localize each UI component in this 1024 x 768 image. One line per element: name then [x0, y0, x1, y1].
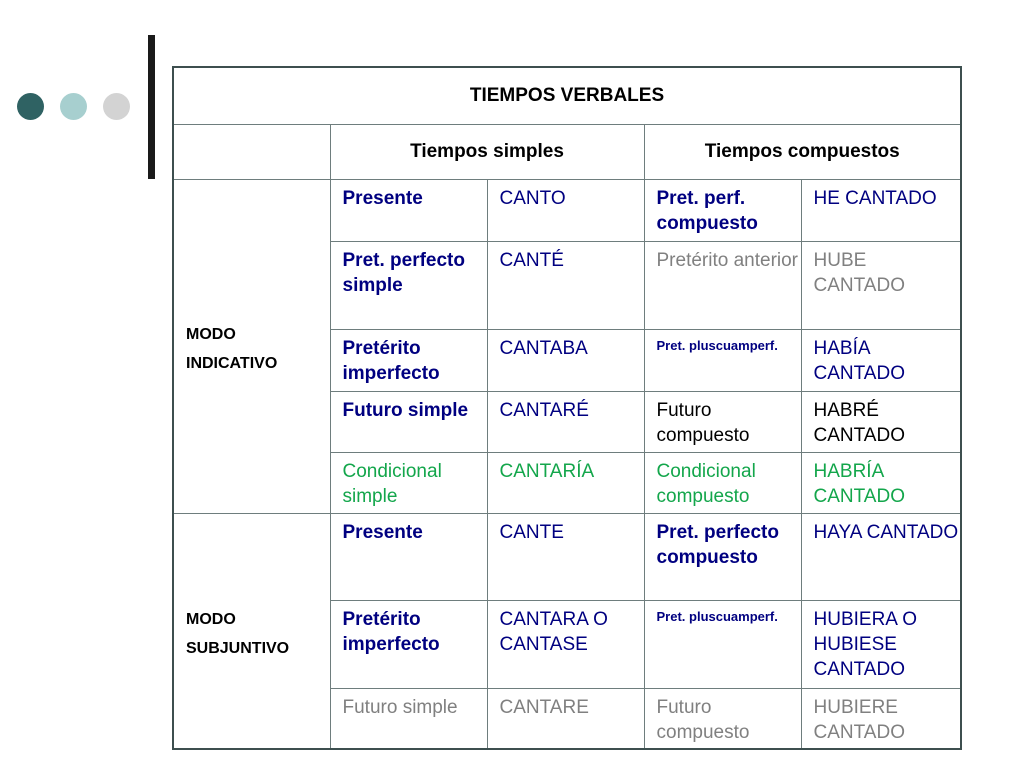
- table-row: [173, 513, 961, 600]
- header-tiempos-simples: Tiempos simples: [330, 124, 644, 179]
- modo-subjuntivo-label: [173, 513, 330, 749]
- title-row: [173, 67, 961, 124]
- tense-form: CANTARA O CANTASE: [487, 600, 644, 688]
- tense-name: Condicional simple: [330, 452, 487, 513]
- tense-name: Pret. pluscuamperf.: [644, 600, 801, 688]
- header-row: [173, 124, 961, 179]
- decor-dot-teal: [60, 93, 87, 120]
- tense-form: CANTABA: [487, 329, 644, 391]
- tense-name: Futuro compuesto: [644, 391, 801, 452]
- tense-form: HUBIERA O HUBIESE CANTADO: [801, 600, 961, 688]
- decor-vertical-bar: [148, 35, 155, 179]
- table-row: [173, 179, 961, 241]
- tense-name: Pret. perf. compuesto: [644, 179, 801, 241]
- tense-name: Futuro compuesto: [644, 688, 801, 749]
- table-title: TIEMPOS VERBALES: [173, 67, 961, 124]
- tense-form: CANTO: [487, 179, 644, 241]
- tense-name: Presente: [330, 179, 487, 241]
- tense-form: HAYA CANTADO: [801, 513, 961, 600]
- tense-name: Futuro simple: [330, 688, 487, 749]
- modo-subjuntivo-line1: MODO: [186, 610, 236, 628]
- header-empty-cell: [173, 124, 330, 179]
- tense-name: Pret. pluscuamperf.: [644, 329, 801, 391]
- header-tiempos-compuestos: Tiempos compuestos: [644, 124, 961, 179]
- tense-form: CANTARÉ: [487, 391, 644, 452]
- modo-indicativo-line2: INDICATIVO: [186, 355, 278, 372]
- tense-form: HABÍA CANTADO: [801, 329, 961, 391]
- tense-form: HUBE CANTADO: [801, 241, 961, 329]
- tense-form: HE CANTADO: [801, 179, 961, 241]
- modo-subjuntivo-line2: SUBJUNTIVO: [186, 639, 290, 657]
- modo-indicativo-label: [173, 179, 330, 513]
- tense-name: Presente: [330, 513, 487, 600]
- tense-form: HUBIERE CANTADO: [801, 688, 961, 749]
- tense-name: Pret. perfecto simple: [330, 241, 487, 329]
- tense-name: Pretérito imperfecto: [330, 600, 487, 688]
- tense-form: CANTARÍA: [487, 452, 644, 513]
- tense-form: CANTÉ: [487, 241, 644, 329]
- decor-dot-dark: [17, 93, 44, 120]
- tense-form: HABRÍA CANTADO: [801, 452, 961, 513]
- tense-form: HABRÉ CANTADO: [801, 391, 961, 452]
- verb-tenses-table: [172, 66, 962, 750]
- modo-indicativo-line1: MODO: [186, 326, 236, 343]
- tense-name: Pretérito imperfecto: [330, 329, 487, 391]
- tense-name: Condicional compuesto: [644, 452, 801, 513]
- tense-name: Pretérito anterior: [644, 241, 801, 329]
- tense-form: CANTE: [487, 513, 644, 600]
- tense-name: Futuro simple: [330, 391, 487, 452]
- tense-name: Pret. perfecto compuesto: [644, 513, 801, 600]
- decor-dot-gray: [103, 93, 130, 120]
- tense-form: CANTARE: [487, 688, 644, 749]
